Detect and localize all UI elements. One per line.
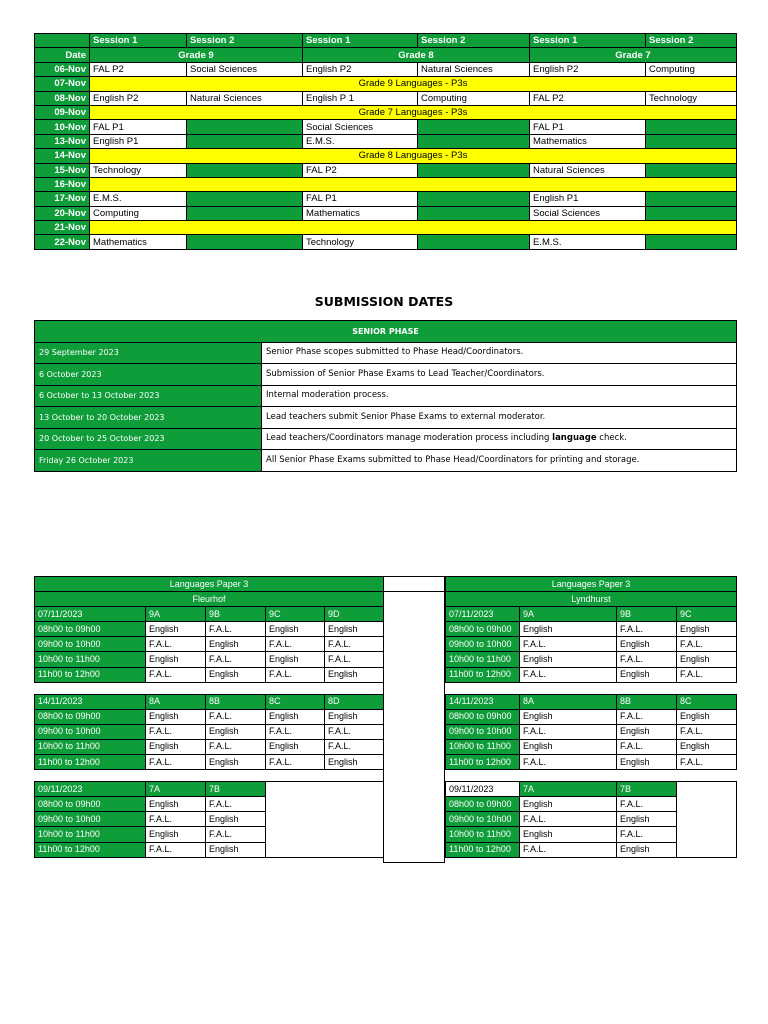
title-row (446, 577, 737, 592)
subject-cell: Computing (90, 206, 187, 220)
language-cell: F.A.L. (206, 622, 266, 637)
subject-cell (646, 120, 737, 134)
time-slot: 08h00 to 09h00 (446, 709, 520, 724)
language-cell: F.A.L. (325, 652, 384, 667)
subject-cell: Social Sciences (303, 120, 418, 134)
date-cell: 21-Nov (35, 221, 90, 235)
session-header: Session 1 (303, 34, 418, 48)
class-label: 9A (520, 607, 617, 622)
language-cell: F.A.L. (146, 667, 206, 682)
language-cell: English (206, 724, 266, 739)
class-label: 9A (146, 607, 206, 622)
language-cell: F.A.L. (617, 709, 677, 724)
subject-cell: English P 1 (303, 91, 418, 105)
time-slot: 11h00 to 12h00 (35, 667, 146, 682)
block-date: 09/11/2023 (446, 782, 520, 797)
schedule-row (35, 105, 737, 119)
subject-cell (187, 235, 303, 249)
languages-title: Languages Paper 3 (446, 577, 737, 592)
class-label: 8B (617, 694, 677, 709)
time-slot: 08h00 to 09h00 (446, 622, 520, 637)
schedule-row (35, 62, 737, 76)
desc-text: check. (596, 433, 627, 444)
gap-cell (446, 770, 737, 782)
class-label: 8C (677, 694, 737, 709)
submission-row (35, 364, 737, 386)
class-label: 8D (325, 694, 384, 709)
subject-cell (646, 206, 737, 220)
grade-header: Grade 8 (303, 48, 530, 62)
language-cell: English (206, 637, 266, 652)
language-cell: F.A.L. (146, 637, 206, 652)
session-header: Session 2 (646, 34, 737, 48)
gap-cell (446, 682, 737, 694)
time-slot: 10h00 to 11h00 (35, 739, 146, 754)
school-name: Fleurhof (35, 592, 384, 607)
class-label: 7B (206, 782, 266, 797)
subject-cell: Natural Sciences (530, 163, 646, 177)
slot-row (35, 724, 384, 739)
submission-desc (262, 428, 737, 450)
language-cell: English (206, 842, 266, 857)
schedule-row (35, 120, 737, 134)
school-row (446, 592, 737, 607)
subject-cell: E.M.S. (303, 134, 418, 148)
date-cell: 06-Nov (35, 62, 90, 76)
language-cell: English (520, 652, 617, 667)
class-label: 7A (520, 782, 617, 797)
language-cell: English (617, 724, 677, 739)
time-slot: 08h00 to 09h00 (35, 709, 146, 724)
subject-cell: English P1 (530, 192, 646, 206)
time-slot: 09h00 to 10h00 (35, 724, 146, 739)
date-cell: 09-Nov (35, 105, 90, 119)
subject-cell: Technology (646, 91, 737, 105)
language-cell: English (146, 739, 206, 754)
exam-schedule-table (34, 33, 737, 250)
spacer-box (383, 576, 445, 863)
date-cell: 10-Nov (35, 120, 90, 134)
class-label: 9B (206, 607, 266, 622)
subject-cell (418, 192, 530, 206)
grade-header: Grade 7 (530, 48, 737, 62)
subject-cell: Computing (418, 91, 530, 105)
slot-row (446, 637, 737, 652)
session-header: Session 2 (187, 34, 303, 48)
subject-cell (187, 206, 303, 220)
banner-cell (90, 221, 737, 235)
gap-row (35, 682, 384, 694)
session-header-row (35, 34, 737, 48)
subject-cell: Mathematics (303, 206, 418, 220)
submission-date: 6 October to 13 October 2023 (35, 385, 262, 407)
school-row (35, 592, 384, 607)
date-label: Date (35, 48, 90, 62)
language-cell: F.A.L. (520, 637, 617, 652)
class-label: 8B (206, 694, 266, 709)
subject-cell (418, 134, 530, 148)
subject-cell (646, 163, 737, 177)
submission-date: 13 October to 20 October 2023 (35, 407, 262, 429)
time-slot: 09h00 to 10h00 (446, 637, 520, 652)
time-slot: 11h00 to 12h00 (446, 755, 520, 770)
slot-row (35, 755, 384, 770)
date-cell: 17-Nov (35, 192, 90, 206)
submission-table (34, 320, 737, 472)
language-cell: F.A.L. (206, 652, 266, 667)
language-cell: F.A.L. (617, 739, 677, 754)
submission-row (35, 385, 737, 407)
title-row (35, 577, 384, 592)
languages-body-fleurhof (35, 577, 384, 858)
phase-header-row (35, 321, 737, 343)
subject-cell: E.M.S. (90, 192, 187, 206)
language-cell: English (520, 622, 617, 637)
language-cell: F.A.L. (266, 637, 325, 652)
schedule-row (35, 192, 737, 206)
block-date: 09/11/2023 (35, 782, 146, 797)
language-cell: English (617, 667, 677, 682)
subject-cell: English P1 (90, 134, 187, 148)
language-cell: English (617, 637, 677, 652)
submission-row (35, 428, 737, 450)
grade-header-row (35, 48, 737, 62)
desc-bold: language (552, 433, 597, 444)
language-cell: English (146, 622, 206, 637)
slot-row (35, 667, 384, 682)
banner-cell (90, 177, 737, 191)
subject-cell (187, 120, 303, 134)
language-cell: English (266, 622, 325, 637)
submission-date: 6 October 2023 (35, 364, 262, 386)
submission-desc: Lead teachers submit Senior Phase Exams to external moderator. (262, 407, 737, 429)
subject-cell: Natural Sciences (187, 91, 303, 105)
subject-cell (646, 235, 737, 249)
date-cell: 08-Nov (35, 91, 90, 105)
date-cell: 07-Nov (35, 77, 90, 91)
time-slot: 10h00 to 11h00 (35, 652, 146, 667)
language-cell: F.A.L. (206, 709, 266, 724)
submission-row (35, 407, 737, 429)
language-cell: English (266, 652, 325, 667)
gap-cell (35, 770, 384, 782)
time-slot: 09h00 to 10h00 (35, 637, 146, 652)
subject-cell: English P2 (90, 91, 187, 105)
submission-desc: Internal moderation process. (262, 385, 737, 407)
subject-cell: Social Sciences (530, 206, 646, 220)
language-cell: English (520, 739, 617, 754)
language-cell: F.A.L. (325, 739, 384, 754)
schedule-row (35, 163, 737, 177)
subject-cell: FAL P1 (90, 120, 187, 134)
banner-cell: Grade 8 Languages - P3s (90, 149, 737, 163)
language-cell: F.A.L. (677, 667, 737, 682)
class-label: 7A (146, 782, 206, 797)
slot-row (35, 637, 384, 652)
gap-row (446, 770, 737, 782)
date-cell: 15-Nov (35, 163, 90, 177)
language-cell: F.A.L. (146, 724, 206, 739)
time-slot: 10h00 to 11h00 (446, 739, 520, 754)
language-cell: F.A.L. (617, 797, 677, 812)
language-cell: F.A.L. (266, 667, 325, 682)
subject-cell: FAL P1 (530, 120, 646, 134)
language-cell: English (146, 709, 206, 724)
language-cell: F.A.L. (325, 637, 384, 652)
language-cell: F.A.L. (617, 652, 677, 667)
subject-cell (418, 120, 530, 134)
language-cell: F.A.L. (206, 827, 266, 842)
schedule-row (35, 77, 737, 91)
corner-cell (35, 34, 90, 48)
language-cell: English (266, 739, 325, 754)
date-cell: 16-Nov (35, 177, 90, 191)
block-date: 14/11/2023 (446, 694, 520, 709)
class-label: 9B (617, 607, 677, 622)
language-cell: English (146, 827, 206, 842)
language-cell: English (325, 667, 384, 682)
subject-cell: English P2 (530, 62, 646, 76)
schedule-row (35, 134, 737, 148)
schedule-body (35, 34, 737, 250)
time-slot: 11h00 to 12h00 (446, 842, 520, 857)
subject-cell: E.M.S. (530, 235, 646, 249)
language-cell: F.A.L. (325, 724, 384, 739)
language-cell: F.A.L. (146, 755, 206, 770)
schedule-row (35, 221, 737, 235)
class-header-row (35, 694, 384, 709)
date-cell: 22-Nov (35, 235, 90, 249)
filler-cell (677, 782, 737, 857)
language-cell: English (266, 709, 325, 724)
gap-row (35, 770, 384, 782)
subject-cell (418, 206, 530, 220)
session-header: Session 1 (530, 34, 646, 48)
subject-cell: FAL P2 (530, 91, 646, 105)
submission-date: 29 September 2023 (35, 342, 262, 364)
language-cell: F.A.L. (520, 842, 617, 857)
time-slot: 08h00 to 09h00 (446, 797, 520, 812)
desc-text: Lead teachers/Coordinators manage moderation process including (266, 433, 553, 444)
slot-row (446, 724, 737, 739)
language-cell: F.A.L. (617, 827, 677, 842)
school-name: Lyndhurst (446, 592, 737, 607)
subject-cell: FAL P1 (303, 192, 418, 206)
class-header-row (446, 607, 737, 622)
language-cell: English (617, 812, 677, 827)
language-cell: F.A.L. (677, 637, 737, 652)
grade-header: Grade 9 (90, 48, 303, 62)
class-label: 7B (617, 782, 677, 797)
language-cell: F.A.L. (520, 724, 617, 739)
language-cell: English (146, 797, 206, 812)
banner-cell: Grade 9 Languages - P3s (90, 77, 737, 91)
submission-desc: All Senior Phase Exams submitted to Phase Head/Coordinators for printing and storage. (262, 450, 737, 472)
time-slot: 11h00 to 12h00 (446, 667, 520, 682)
slot-row (35, 709, 384, 724)
language-cell: English (146, 652, 206, 667)
subject-cell: Technology (303, 235, 418, 249)
language-cell: F.A.L. (266, 724, 325, 739)
block-date: 07/11/2023 (446, 607, 520, 622)
class-header-row (446, 782, 737, 797)
slot-row (35, 622, 384, 637)
class-label: 8A (146, 694, 206, 709)
time-slot: 10h00 to 11h00 (35, 827, 146, 842)
slot-row (35, 652, 384, 667)
time-slot: 10h00 to 11h00 (446, 827, 520, 842)
slot-row (446, 622, 737, 637)
subject-cell (187, 134, 303, 148)
language-cell: F.A.L. (146, 842, 206, 857)
language-cell: English (617, 755, 677, 770)
slot-row (446, 755, 737, 770)
time-slot: 09h00 to 10h00 (446, 812, 520, 827)
language-cell: English (206, 755, 266, 770)
language-cell: English (520, 797, 617, 812)
language-cell: English (206, 667, 266, 682)
time-slot: 11h00 to 12h00 (35, 842, 146, 857)
subject-cell: Technology (90, 163, 187, 177)
slot-row (446, 709, 737, 724)
language-cell: English (677, 622, 737, 637)
languages-table-fleurhof (34, 576, 384, 858)
subject-cell (418, 235, 530, 249)
submission-body (35, 321, 737, 472)
submission-row (35, 342, 737, 364)
language-cell: F.A.L. (266, 755, 325, 770)
language-cell: F.A.L. (206, 739, 266, 754)
language-cell: English (325, 622, 384, 637)
languages-body-lyndhurst (446, 577, 737, 858)
time-slot: 09h00 to 10h00 (35, 812, 146, 827)
schedule-row (35, 177, 737, 191)
languages-title: Languages Paper 3 (35, 577, 384, 592)
language-cell: F.A.L. (520, 755, 617, 770)
subject-cell: FAL P2 (90, 62, 187, 76)
subject-cell (187, 163, 303, 177)
gap-cell (35, 682, 384, 694)
subject-cell (418, 163, 530, 177)
time-slot: 09h00 to 10h00 (446, 724, 520, 739)
language-cell: English (520, 827, 617, 842)
slot-row (446, 667, 737, 682)
block-date: 07/11/2023 (35, 607, 146, 622)
class-label: 8A (520, 694, 617, 709)
slot-row (446, 652, 737, 667)
class-header-row (35, 782, 384, 797)
subject-cell: FAL P2 (303, 163, 418, 177)
subject-cell (646, 134, 737, 148)
language-cell: English (677, 709, 737, 724)
submission-date: Friday 26 October 2023 (35, 450, 262, 472)
subject-cell: Mathematics (530, 134, 646, 148)
slot-row (35, 739, 384, 754)
time-slot: 08h00 to 09h00 (35, 622, 146, 637)
language-cell: F.A.L. (206, 797, 266, 812)
filler-cell (266, 782, 384, 857)
languages-table-lyndhurst (445, 576, 737, 858)
date-cell: 14-Nov (35, 149, 90, 163)
schedule-row (35, 206, 737, 220)
submission-desc: Senior Phase scopes submitted to Phase Head/Coordinators. (262, 342, 737, 364)
language-cell: English (325, 755, 384, 770)
language-cell: English (325, 709, 384, 724)
language-cell: F.A.L. (520, 812, 617, 827)
slot-row (446, 739, 737, 754)
language-cell: English (617, 842, 677, 857)
session-header: Session 2 (418, 34, 530, 48)
subject-cell: Mathematics (90, 235, 187, 249)
language-cell: F.A.L. (617, 622, 677, 637)
class-label: 9C (677, 607, 737, 622)
subject-cell: Computing (646, 62, 737, 76)
schedule-row (35, 235, 737, 249)
gap-row (446, 682, 737, 694)
class-header-row (446, 694, 737, 709)
time-slot: 11h00 to 12h00 (35, 755, 146, 770)
subject-cell: English P2 (303, 62, 418, 76)
subject-cell (646, 192, 737, 206)
time-slot: 10h00 to 11h00 (446, 652, 520, 667)
block-date: 14/11/2023 (35, 694, 146, 709)
submission-row (35, 450, 737, 472)
schedule-row (35, 149, 737, 163)
subject-cell: Natural Sciences (418, 62, 530, 76)
language-cell: F.A.L. (677, 755, 737, 770)
class-label: 9D (325, 607, 384, 622)
subject-cell (187, 192, 303, 206)
class-header-row (35, 607, 384, 622)
class-label: 9C (266, 607, 325, 622)
banner-cell: Grade 7 Languages - P3s (90, 105, 737, 119)
session-header: Session 1 (90, 34, 187, 48)
submission-title: SUBMISSION DATES (314, 294, 454, 309)
submission-desc: Submission of Senior Phase Exams to Lead Teacher/Coordinators. (262, 364, 737, 386)
language-cell: F.A.L. (520, 667, 617, 682)
date-cell: 20-Nov (35, 206, 90, 220)
date-cell: 13-Nov (35, 134, 90, 148)
subject-cell: Social Sciences (187, 62, 303, 76)
language-cell: English (520, 709, 617, 724)
schedule-row (35, 91, 737, 105)
class-label: 8C (266, 694, 325, 709)
submission-date: 20 October to 25 October 2023 (35, 428, 262, 450)
language-cell: English (677, 652, 737, 667)
language-cell: F.A.L. (146, 812, 206, 827)
language-cell: English (206, 812, 266, 827)
time-slot: 08h00 to 09h00 (35, 797, 146, 812)
language-cell: English (677, 739, 737, 754)
phase-header: SENIOR PHASE (35, 321, 737, 343)
language-cell: F.A.L. (677, 724, 737, 739)
